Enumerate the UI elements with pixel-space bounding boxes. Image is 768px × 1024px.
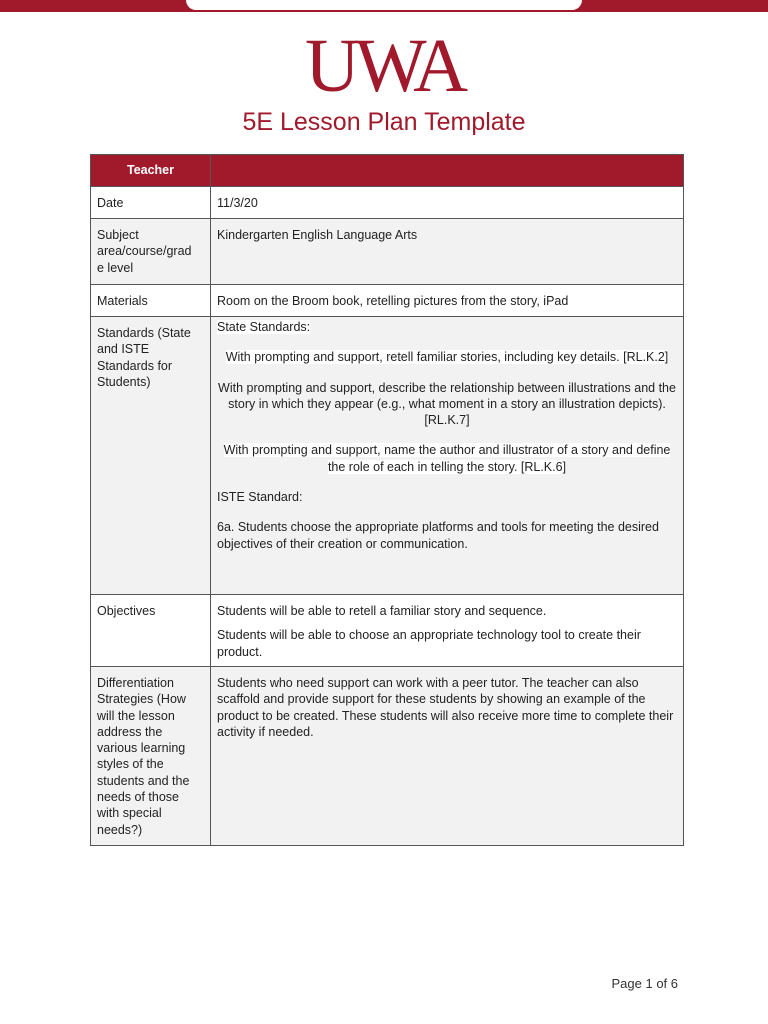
date-value: 11/3/20 bbox=[211, 187, 684, 219]
subject-label: Subject area/course/grad e level bbox=[91, 219, 211, 285]
uwa-logo: UWA bbox=[304, 24, 464, 108]
table-row-standards bbox=[91, 317, 684, 595]
lesson-plan-table bbox=[90, 154, 684, 846]
standards-label: Standards (State and ISTE Standards for Students) bbox=[91, 317, 211, 595]
objective-item: Students will be able to choose an appropriate technology tool to create their product. bbox=[217, 628, 641, 659]
page-title: 5E Lesson Plan Template bbox=[242, 108, 526, 136]
standards-value bbox=[211, 317, 684, 595]
subject-value: Kindergarten English Language Arts bbox=[211, 219, 684, 285]
teacher-label: Teacher bbox=[91, 155, 211, 187]
table-row-subject bbox=[91, 219, 684, 285]
table-row-teacher bbox=[91, 155, 684, 187]
table-row-differentiation bbox=[91, 667, 684, 846]
differentiation-label: Differentiation Strategies (How will the lesson address the various learning styles of the students and the needs of those with special needs?) bbox=[91, 667, 211, 846]
objective-item: Students will be able to retell a familiar story and sequence. bbox=[217, 604, 547, 618]
iste-standard-item: 6a. Students choose the appropriate platforms and tools for meeting the desired objectives of their creation or communication. bbox=[217, 520, 659, 551]
state-standard-item: With prompting and support, name the author and illustrator of a story and define the role of each in telling the story. [RL.K.6] bbox=[223, 443, 671, 474]
objectives-label: Objectives bbox=[91, 595, 211, 667]
table-row-objectives bbox=[91, 595, 684, 667]
table-row-date bbox=[91, 187, 684, 219]
page-number: Page 1 of 6 bbox=[611, 976, 678, 991]
state-standards-heading: State Standards: bbox=[217, 320, 311, 334]
materials-label: Materials bbox=[91, 285, 211, 317]
iste-standard-heading: ISTE Standard: bbox=[217, 490, 303, 505]
date-label: Date bbox=[91, 187, 211, 219]
objectives-value bbox=[211, 595, 684, 667]
state-standard-item: With prompting and support, describe the relationship between illustrations and the story in which they appear (e.g., what moment in a story an illustration depicts). [RL.K.7] bbox=[218, 380, 676, 428]
materials-value: Room on the Broom book, retelling pictures from the story, iPad bbox=[211, 285, 684, 317]
state-standard-item: With prompting and support, retell familiar stories, including key details. [RL.K.2] bbox=[225, 350, 669, 365]
table-row-materials bbox=[91, 285, 684, 317]
header-tab bbox=[186, 0, 582, 10]
differentiation-value: Students who need support can work with a peer tutor. The teacher can also scaffold and provide support for these students by showing an example of the product to be created. These students will also receive more time to complete their activity if needed. bbox=[211, 667, 684, 846]
teacher-value bbox=[211, 155, 684, 187]
